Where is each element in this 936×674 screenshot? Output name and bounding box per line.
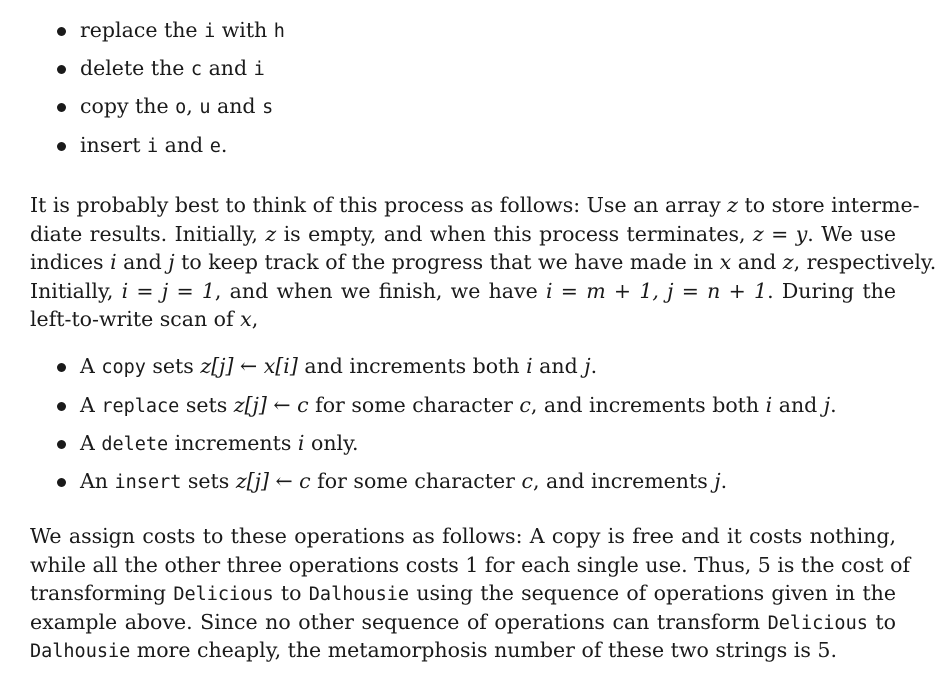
list-item-text: copy the o, u and s: [80, 94, 274, 118]
text-line: We assign costs to these operations as follows: A copy is free and it costs nothing,: [30, 524, 896, 548]
bullet-icon: [57, 363, 66, 372]
text-line: left-to-write scan of x,: [30, 307, 259, 331]
bullet-icon: [57, 103, 66, 112]
list-item-text: insert i and e.: [80, 133, 228, 157]
bullet-icon: [57, 142, 66, 151]
text-line: It is probably best to think of this process as follows: Use an array z to store interme-: [30, 193, 920, 217]
bullet-icon: [57, 402, 66, 411]
list-item-text: A replace sets z[j] ← c for some character c, and increments both i and j.: [80, 393, 837, 417]
bullet-icon: [57, 65, 66, 74]
list-item-text: replace the i with h: [80, 18, 285, 42]
list-item-text: A delete increments i only.: [80, 431, 359, 455]
text-line: example above. Since no other sequence of operations can transform Delicious to: [30, 610, 896, 634]
text-line: indices i and j to keep track of the progress that we have made in x and z, respectively.: [30, 250, 936, 274]
list-item-text: An insert sets z[j] ← c for some character c, and increments j.: [80, 469, 728, 493]
text-line: transforming Delicious to Dalhousie using the sequence of operations given in the: [30, 581, 896, 605]
bullet-icon: [57, 478, 66, 487]
list-item-text: delete the c and i: [80, 56, 265, 80]
bullet-icon: [57, 440, 66, 449]
list-item-text: A copy sets z[j] ← x[i] and increments both i and j.: [80, 354, 598, 378]
text-line: Dalhousie more cheaply, the metamorphosis number of these two strings is 5.: [30, 638, 837, 662]
text-line: while all the other three operations costs 1 for each single use. Thus, 5 is the cost of: [30, 553, 911, 577]
text-line: diate results. Initially, z is empty, and when this process terminates, z = y. We use: [30, 222, 897, 246]
text-line: Initially, i = j = 1, and when we finish, we have i = m + 1, j = n + 1. During the: [30, 279, 896, 303]
bullet-icon: [57, 27, 66, 36]
